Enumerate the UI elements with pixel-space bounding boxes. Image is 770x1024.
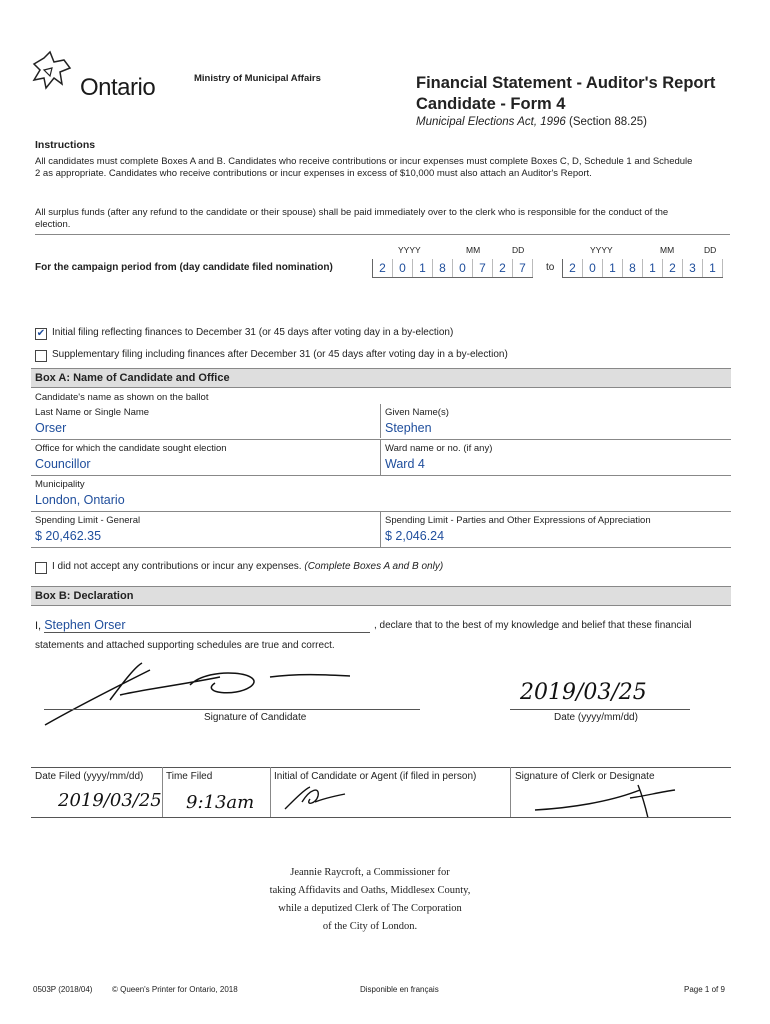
no-contributions-label [52,561,443,572]
from-digit: 8 [433,259,453,277]
form-title-line2: Candidate - Form 4 [416,95,566,113]
no-contributions-checkbox[interactable] [35,562,47,574]
to-label: to [546,262,555,273]
to-digit: 2 [663,259,683,277]
declarant-name-field[interactable]: Stephen Orser [44,618,126,632]
ontario-logo [30,50,175,100]
municipality-field[interactable]: London, Ontario [35,493,125,507]
trillium-icon [30,50,82,100]
last-name-label: Last Name or Single Name [35,407,150,418]
spending-limit-parties-label: Spending Limit - Parties and Other Expressions of Appreciation [385,515,651,526]
initial-filing-checkbox[interactable]: ✔ [36,328,46,339]
campaign-period-label: For the campaign period from (day candidate filed nomination) [35,262,333,273]
campaign-to-date[interactable] [562,259,723,278]
from-digit: 0 [453,259,473,277]
act-name: Municipal Elections Act, 1996 [416,116,566,128]
no-contributions-text: I did not accept any contributions or incur any expenses. [52,561,305,572]
campaign-from-date[interactable] [372,259,533,278]
time-filed-field[interactable]: 9:13am [186,792,255,813]
office-field[interactable]: Councillor [35,457,91,471]
form-title-line1: Financial Statement - Auditor's Report [416,74,716,92]
ballot-name-label: Candidate's name as shown on the ballot [35,392,209,403]
spending-limit-general-field[interactable]: $ 20,462.35 [35,529,102,543]
declaration-prefix: I, [35,620,42,632]
last-name-field[interactable]: Orser [35,421,67,435]
given-name-field[interactable]: Stephen [385,421,432,435]
initial-filing-label: Initial filing reflecting finances to December 31 (or 45 days after voting day in a by-election) [52,327,454,338]
from-digit: 2 [373,259,393,277]
to-digit: 1 [643,259,663,277]
from-mm-label: MM [466,245,481,255]
form-code: 0503P (2018/04) [33,985,93,994]
to-yyyy-label: YYYY [590,245,613,255]
supplementary-filing-checkbox[interactable] [35,350,47,362]
clerk-signature-label: Signature of Clerk or Designate [515,771,655,782]
stamp-line-3: while a deputized Clerk of The Corporation [278,903,462,914]
ward-label: Ward name or no. (if any) [385,443,493,454]
to-digit: 2 [563,259,583,277]
declaration-text: , declare that to the best of my knowledge and belief that these financial [374,620,692,631]
copyright: © Queen's Printer for Ontario, 2018 [112,985,238,994]
from-digit: 0 [393,259,413,277]
logo-wordmark: Ontario [80,74,156,101]
date-filed-field[interactable]: 2019/03/25 [58,790,162,811]
spending-limit-general-label: Spending Limit - General [35,515,141,526]
stamp-line-4: of the City of London. [322,921,418,932]
supplementary-filing-label: Supplementary filing including finances after December 31 (or 45 days after voting day in a by-election) [52,349,508,360]
stamp-line-2: taking Affidavits and Oaths, Middlesex County, [269,885,471,896]
declaration-text-2: statements and attached supporting schedules are true and correct. [35,640,335,651]
declaration-line [35,618,125,632]
municipality-label: Municipality [35,479,85,490]
page-number: Page 1 of 9 [684,985,725,994]
clerk-signature [530,780,680,820]
from-digit: 7 [473,259,493,277]
agent-initial-signature [280,784,350,814]
from-digit: 1 [413,259,433,277]
spending-limit-parties-field[interactable]: $ 2,046.24 [385,529,445,543]
to-dd-label: DD [704,245,717,255]
given-name-label: Given Name(s) [385,407,449,418]
french-availability: Disponible en français [360,985,439,994]
ministry-name: Ministry of Municipal Affairs [194,73,321,84]
ward-field[interactable]: Ward 4 [385,457,425,471]
from-dd-label: DD [512,245,525,255]
to-digit: 1 [703,259,723,277]
initial-agent-label: Initial of Candidate or Agent (if filed in person) [274,771,477,782]
act-reference [416,116,647,128]
time-filed-label: Time Filed [166,771,213,782]
office-label: Office for which the candidate sought election [35,443,227,454]
stamp-line-1: Jeannie Raycroft, a Commissioner for [290,867,450,878]
to-digit: 1 [603,259,623,277]
to-digit: 8 [623,259,643,277]
to-digit: 3 [683,259,703,277]
instructions-paragraph-2: All surplus funds (after any refund to the candidate or their spouse) shall be paid immediately over to the clerk who is responsible for the conduct of the election. [35,207,669,230]
date-filed-label: Date Filed (yyyy/mm/dd) [35,771,144,782]
instructions-heading: Instructions [35,139,96,151]
from-digit: 2 [493,259,513,277]
box-a-header: Box A: Name of Candidate and Office [31,368,731,388]
act-section: (Section 88.25) [565,116,647,128]
declaration-date-field[interactable]: 2019/03/25 [520,680,647,705]
from-digit: 7 [513,259,533,277]
no-contributions-note: (Complete Boxes A and B only) [304,561,444,572]
signature-label: Signature of Candidate [204,712,307,723]
instructions-paragraph-1: All candidates must complete Boxes A and B. Candidates who receive contributions or incur expenses must complete Boxes C, D, Schedule 1 and Schedule 2 as appropriate. Candidates who receive contributions or incur expenses in excess of $10,000 must also attach an Auditor's Report. [35,156,693,179]
date-label: Date (yyyy/mm/dd) [554,712,638,723]
from-yyyy-label: YYYY [398,245,421,255]
to-digit: 0 [583,259,603,277]
box-b-header: Box B: Declaration [31,586,731,606]
commissioner-stamp [230,864,510,936]
to-mm-label: MM [660,245,675,255]
